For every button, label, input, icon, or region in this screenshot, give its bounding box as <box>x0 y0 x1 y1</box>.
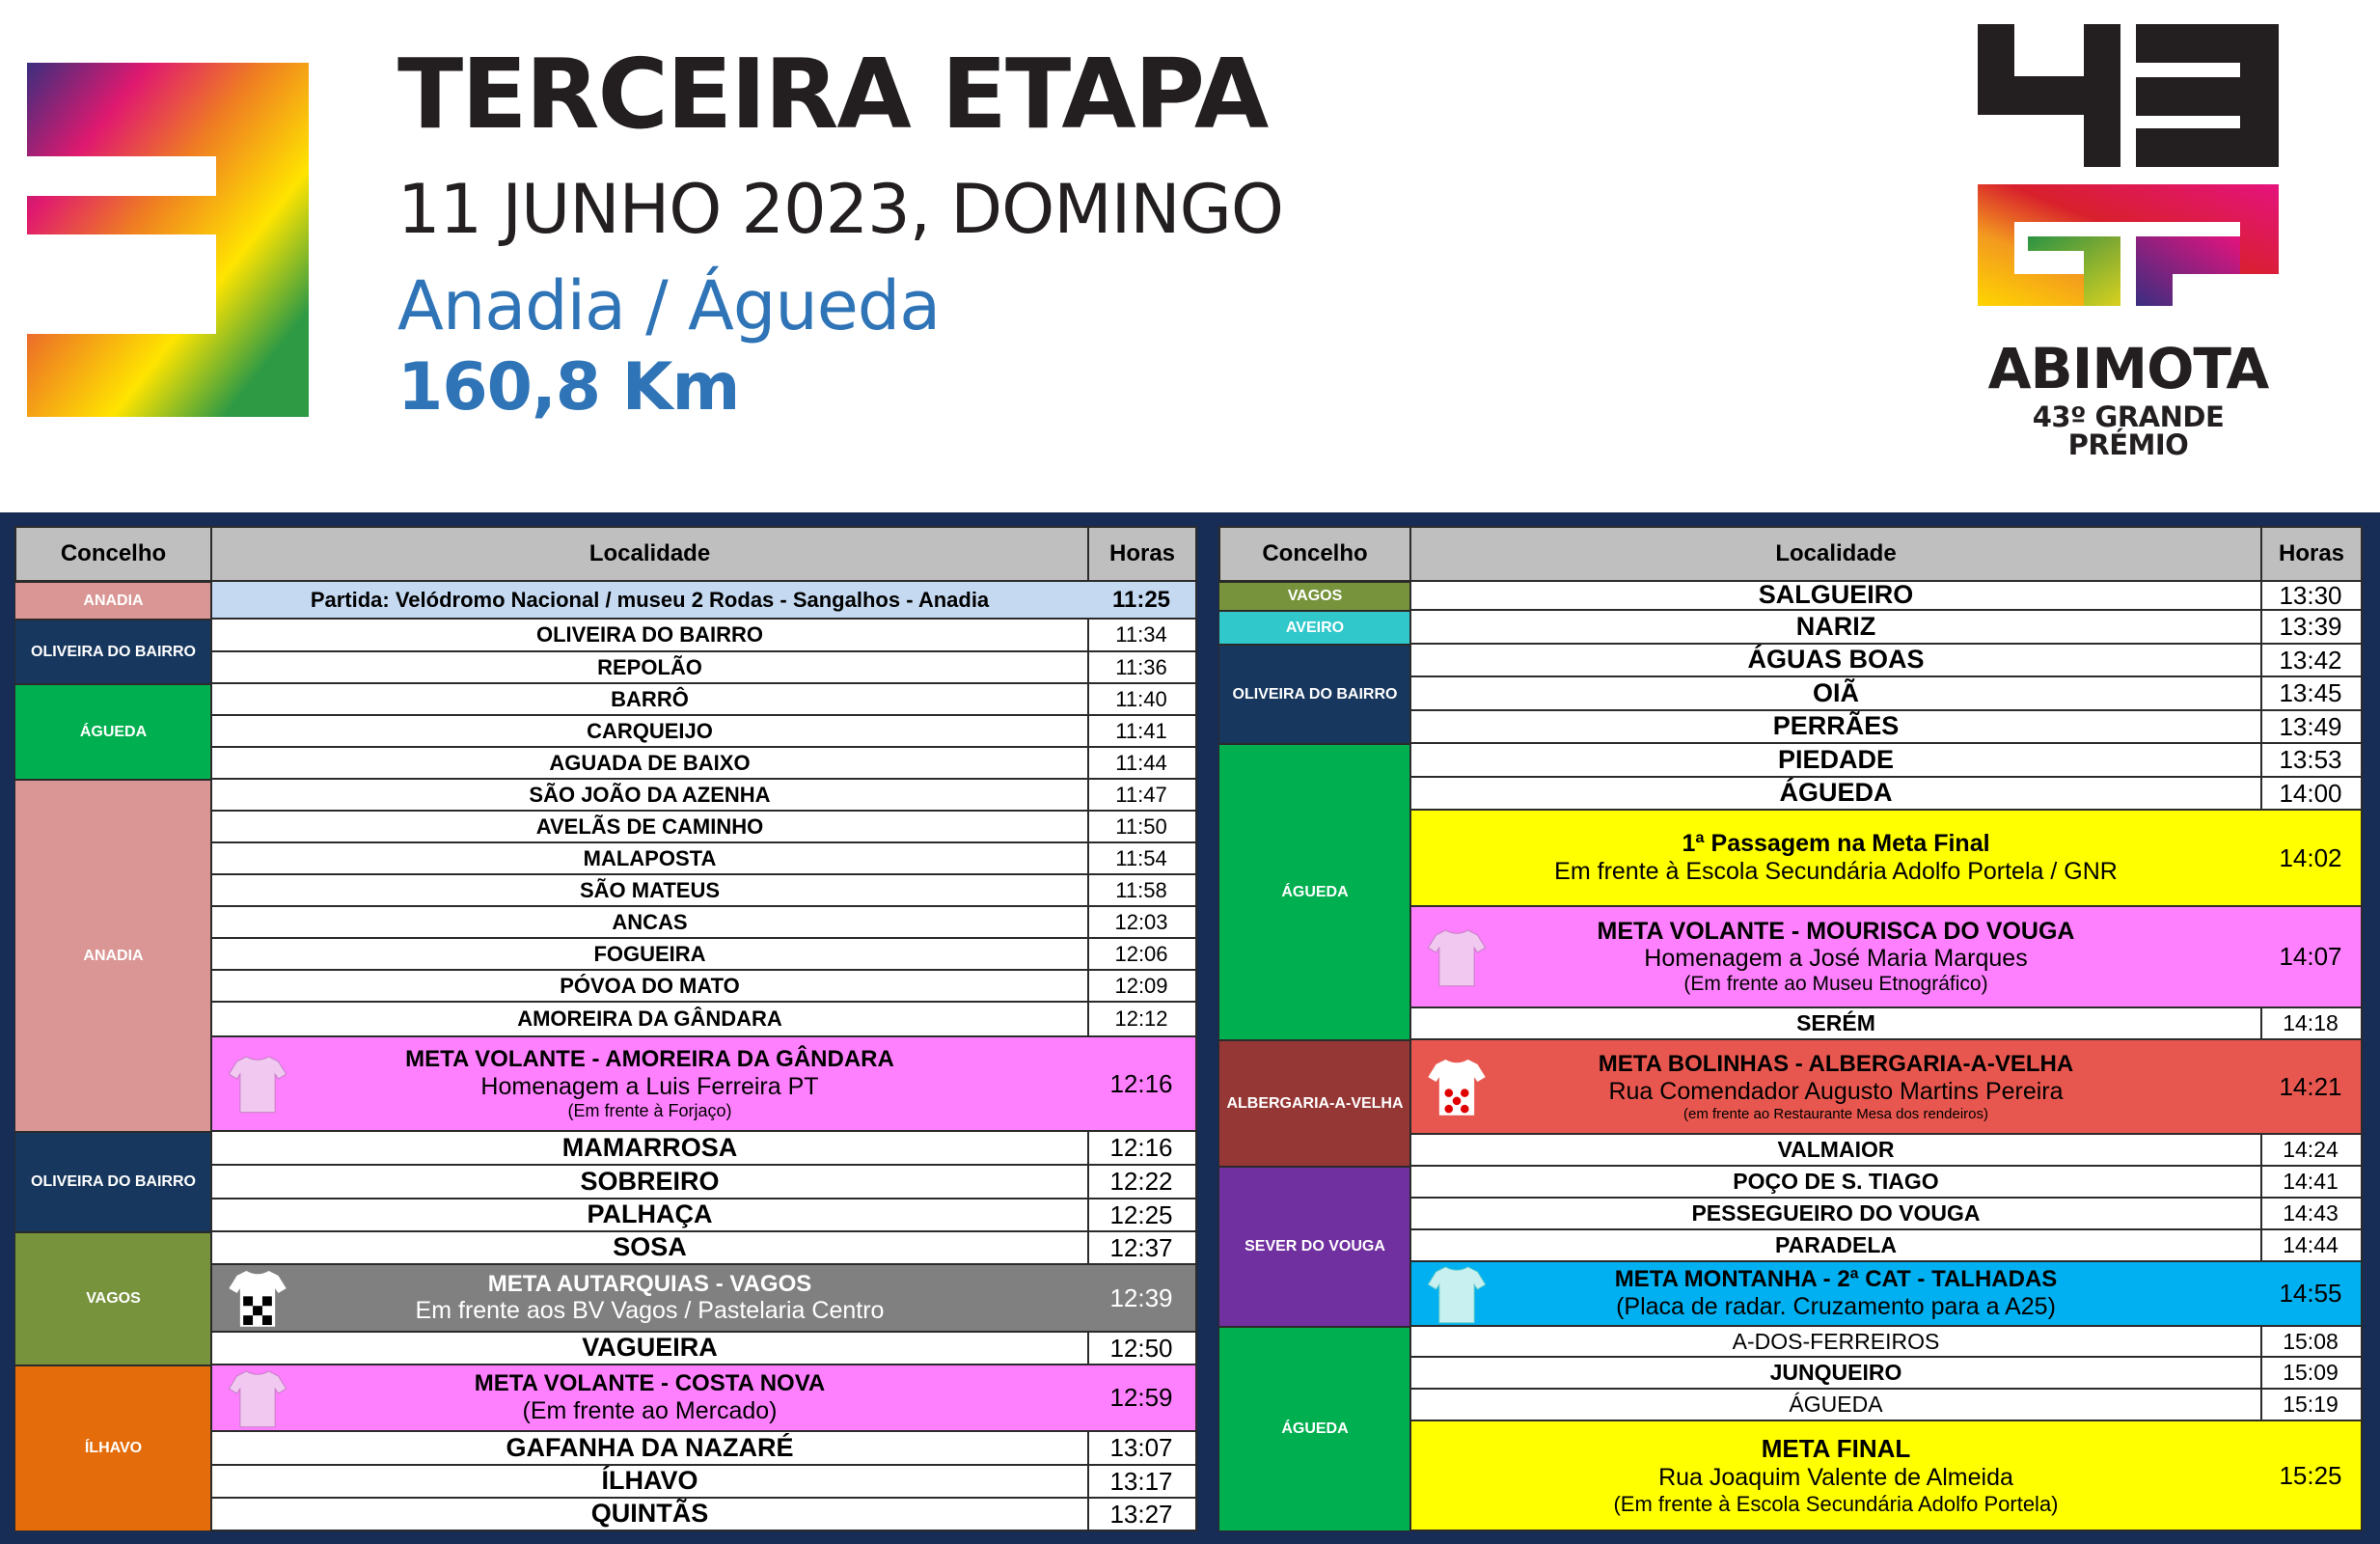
table-row-hora: 14:00 <box>2260 778 2363 811</box>
table-row-hora: 14:02 <box>2260 811 2363 907</box>
meta-detail: Rua Joaquim Valente de Almeida <box>1658 1463 2013 1491</box>
column-header-concelho: Concelho <box>14 526 212 582</box>
table-row-hora: 11:58 <box>1087 875 1197 907</box>
table-row-localidade: ANCAS <box>210 907 1089 939</box>
table-row-meta-bolinhas <box>1409 1040 2262 1135</box>
table-row-hora: 14:55 <box>2260 1262 2363 1327</box>
pink-jersey-icon <box>226 1052 289 1116</box>
table-row-hora: 11:36 <box>1087 652 1197 684</box>
table-row-localidade: ÁGUEDA <box>1409 778 2262 811</box>
table-row-localidade: VAGUEIRA <box>210 1333 1089 1365</box>
table-row-meta-volante <box>1409 907 2262 1008</box>
table-row-hora: 12:37 <box>1087 1232 1197 1265</box>
table-row-hora: 14:18 <box>2260 1008 2363 1040</box>
table-row-localidade: MALAPOSTA <box>210 843 1089 875</box>
table-row-meta-final <box>1409 1421 2262 1531</box>
table-row-hora: 12:09 <box>1087 971 1197 1003</box>
table-row-hora: 12:16 <box>1087 1037 1197 1132</box>
table-row-hora: 15:25 <box>2260 1421 2363 1531</box>
schedule-table-right <box>1218 526 2363 1531</box>
table-row-localidade: NARIZ <box>1409 611 2262 645</box>
column-header-localidade: Localidade <box>210 526 1089 582</box>
meta-detail: Rua Comendador Augusto Martins Pereira <box>1608 1077 2064 1105</box>
meta-title: META VOLANTE - MOURISCA DO VOUGA <box>1597 917 2075 945</box>
meta-title: META BOLINHAS - ALBERGARIA-A-VELHA <box>1598 1051 2074 1078</box>
table-row-hora: 13:45 <box>2260 677 2363 711</box>
column-header-horas: Horas <box>1087 526 1197 582</box>
table-row-hora: 14:24 <box>2260 1135 2363 1167</box>
table-row-hora: 13:07 <box>1087 1432 1197 1466</box>
table-row-localidade: GAFANHA DA NAZARÉ <box>210 1432 1089 1466</box>
table-row-localidade: CARQUEIJO <box>210 716 1089 748</box>
table-row-hora: 11:50 <box>1087 812 1197 843</box>
table-row-localidade: QUINTÃS <box>210 1499 1089 1531</box>
table-row-hora: 11:25 <box>1087 582 1197 620</box>
table-row-hora: 12:16 <box>1087 1132 1197 1166</box>
table-row-hora: 11:44 <box>1087 748 1197 780</box>
table-row-localidade: SERÉM <box>1409 1008 2262 1040</box>
concelho-cell: SEVER DO VOUGA <box>1218 1167 1411 1327</box>
meta-location: (Em frente ao Mercado) <box>522 1396 778 1424</box>
concelho-cell: VAGOS <box>14 1232 212 1365</box>
table-row-localidade: AGUADA DE BAIXO <box>210 748 1089 780</box>
meta-detail: Em frente aos BV Vagos / Pastelaria Centro <box>415 1297 885 1325</box>
table-row-hora: 11:47 <box>1087 780 1197 812</box>
table-row-hora: 14:43 <box>2260 1199 2363 1230</box>
meta-location: (Placa de radar. Cruzamento para a A25) <box>1616 1292 2056 1320</box>
table-row-hora: 12:25 <box>1087 1199 1197 1232</box>
concelho-cell: ÁGUEDA <box>1218 744 1411 1040</box>
concelho-cell: ANADIA <box>14 780 212 1132</box>
table-row-localidade: SOSA <box>210 1232 1089 1265</box>
meta-detail: Homenagem a José Maria Marques <box>1644 945 2028 973</box>
meta-title: META VOLANTE - COSTA NOVA <box>474 1370 826 1397</box>
table-row-localidade: POÇO DE S. TIAGO <box>1409 1167 2262 1199</box>
table-row-localidade: ÍLHAVO <box>210 1466 1089 1499</box>
checkered-jersey-icon <box>226 1266 289 1330</box>
table-row-hora: 12:06 <box>1087 939 1197 971</box>
table-row-hora: 12:22 <box>1087 1166 1197 1199</box>
stage-3-gradient-icon <box>27 63 309 417</box>
43-gp-logo-icon <box>1978 24 2279 333</box>
table-row-localidade: ÁGUAS BOAS <box>1409 645 2262 677</box>
schedule-table-left <box>14 526 1197 1531</box>
concelho-cell: ÍLHAVO <box>14 1365 212 1531</box>
table-row-meta-final-passagem <box>1409 811 2262 907</box>
table-row-hora: 15:08 <box>2260 1327 2363 1358</box>
table-row-localidade: VALMAIOR <box>1409 1135 2262 1167</box>
table-row-hora: 13:17 <box>1087 1466 1197 1499</box>
column-header-horas: Horas <box>2260 526 2363 582</box>
table-row-hora: 12:50 <box>1087 1333 1197 1365</box>
table-row-meta-volante <box>210 1037 1089 1132</box>
table-row-localidade: JUNQUEIRO <box>1409 1358 2262 1390</box>
pink-jersey-icon <box>226 1366 289 1430</box>
table-row-hora: 13:42 <box>2260 645 2363 677</box>
pink-jersey-icon <box>1425 925 1489 989</box>
table-row-hora: 12:39 <box>1087 1265 1197 1333</box>
table-row-hora: 14:41 <box>2260 1167 2363 1199</box>
table-row-localidade: SÃO MATEUS <box>210 875 1089 907</box>
table-row-localidade: PESSEGUEIRO DO VOUGA <box>1409 1199 2262 1230</box>
concelho-cell: ALBERGARIA-A-VELHA <box>1218 1040 1411 1167</box>
meta-title: META AUTARQUIAS - VAGOS <box>487 1270 812 1297</box>
concelho-cell: AVEIRO <box>1218 611 1411 645</box>
table-row-localidade: PALHAÇA <box>210 1199 1089 1232</box>
meta-detail: Homenagem a Luis Ferreira PT <box>480 1073 819 1101</box>
table-row-localidade: PERRÃES <box>1409 711 2262 744</box>
brand-name: ABIMOTA <box>1987 336 2269 401</box>
meta-title: META FINAL <box>1761 1434 1911 1464</box>
table-row-hora: 12:03 <box>1087 907 1197 939</box>
meta-title: META VOLANTE - AMOREIRA DA GÂNDARA <box>405 1046 894 1073</box>
brand-subtitle: 43º GRANDE PRÉMIO <box>2032 400 2225 461</box>
concelho-cell: ÁGUEDA <box>14 684 212 780</box>
meta-location: (em frente ao Restaurante Mesa dos rendeiros) <box>1683 1105 1988 1122</box>
table-row-hora: 13:39 <box>2260 611 2363 645</box>
meta-title: 1ª Passagem na Meta Final <box>1682 830 1990 858</box>
table-row-localidade: OLIVEIRA DO BAIRRO <box>210 620 1089 652</box>
table-row-localidade: AVELÃS DE CAMINHO <box>210 812 1089 843</box>
table-row-localidade: PÓVOA DO MATO <box>210 971 1089 1003</box>
table-row-hora: 11:34 <box>1087 620 1197 652</box>
concelho-cell: OLIVEIRA DO BAIRRO <box>14 1132 212 1232</box>
table-row-hora: 11:41 <box>1087 716 1197 748</box>
table-row-hora: 15:19 <box>2260 1390 2363 1421</box>
table-row-localidade: OIÃ <box>1409 677 2262 711</box>
table-row-localidade: SALGUEIRO <box>1409 582 2262 611</box>
stage-distance: 160,8 Km <box>397 349 740 426</box>
table-row-hora: 14:07 <box>2260 907 2363 1008</box>
light-blue-jersey-icon <box>1425 1262 1489 1326</box>
meta-location: (Em frente à Forjaço) <box>567 1100 732 1120</box>
table-row-hora: 11:54 <box>1087 843 1197 875</box>
concelho-cell: ANADIA <box>14 582 212 620</box>
table-row-hora: 14:44 <box>2260 1230 2363 1262</box>
table-row-localidade: SOBREIRO <box>210 1166 1089 1199</box>
table-row-localidade: SÃO JOÃO DA AZENHA <box>210 780 1089 812</box>
meta-location: (Em frente ao Museu Etnográfico) <box>1683 973 1988 996</box>
stage-date: 11 JUNHO 2023, DOMINGO <box>397 170 1283 249</box>
meta-title: META MONTANHA - 2ª CAT - TALHADAS <box>1614 1266 2058 1293</box>
meta-location: (Em frente à Escola Secundária Adolfo Portela) <box>1613 1491 2059 1516</box>
table-row-localidade: FOGUEIRA <box>210 939 1089 971</box>
table-row-localidade: MAMARROSA <box>210 1132 1089 1166</box>
table-row-meta-montanha <box>1409 1262 2262 1327</box>
meta-location: Em frente à Escola Secundária Adolfo Portela / GNR <box>1554 858 2118 885</box>
table-row-hora: 15:09 <box>2260 1358 2363 1390</box>
concelho-cell: VAGOS <box>1218 582 1411 611</box>
concelho-cell: OLIVEIRA DO BAIRRO <box>14 620 212 684</box>
table-row-localidade: REPOLÃO <box>210 652 1089 684</box>
table-row-localidade: PIEDADE <box>1409 744 2262 778</box>
table-row-localidade: BARRÔ <box>210 684 1089 716</box>
table-row-localidade: ÁGUEDA <box>1409 1390 2262 1421</box>
concelho-cell: OLIVEIRA DO BAIRRO <box>1218 645 1411 744</box>
polka-dot-jersey-icon <box>1425 1055 1489 1118</box>
table-row-meta-autarquias <box>210 1265 1089 1333</box>
column-header-concelho: Concelho <box>1218 526 1411 582</box>
table-row-localidade: A-DOS-FERREIROS <box>1409 1327 2262 1358</box>
page-title: TERCEIRA ETAPA <box>397 38 1268 151</box>
table-row-localidade: PARADELA <box>1409 1230 2262 1262</box>
stage-route: Anadia / Águeda <box>397 266 941 345</box>
column-header-localidade: Localidade <box>1409 526 2262 582</box>
table-row-hora: 12:12 <box>1087 1003 1197 1037</box>
table-row-hora: 14:21 <box>2260 1040 2363 1135</box>
table-row-hora: 12:59 <box>1087 1365 1197 1432</box>
table-row-meta-volante <box>210 1365 1089 1432</box>
table-row-localidade: AMOREIRA DA GÂNDARA <box>210 1003 1089 1037</box>
table-row-hora: 13:27 <box>1087 1499 1197 1531</box>
table-row-localidade: Partida: Velódromo Nacional / museu 2 Rodas - Sangalhos - Anadia <box>210 582 1089 620</box>
table-row-hora: 13:53 <box>2260 744 2363 778</box>
table-row-hora: 11:40 <box>1087 684 1197 716</box>
table-row-hora: 13:49 <box>2260 711 2363 744</box>
table-row-hora: 13:30 <box>2260 582 2363 611</box>
concelho-cell: ÁGUEDA <box>1218 1327 1411 1531</box>
